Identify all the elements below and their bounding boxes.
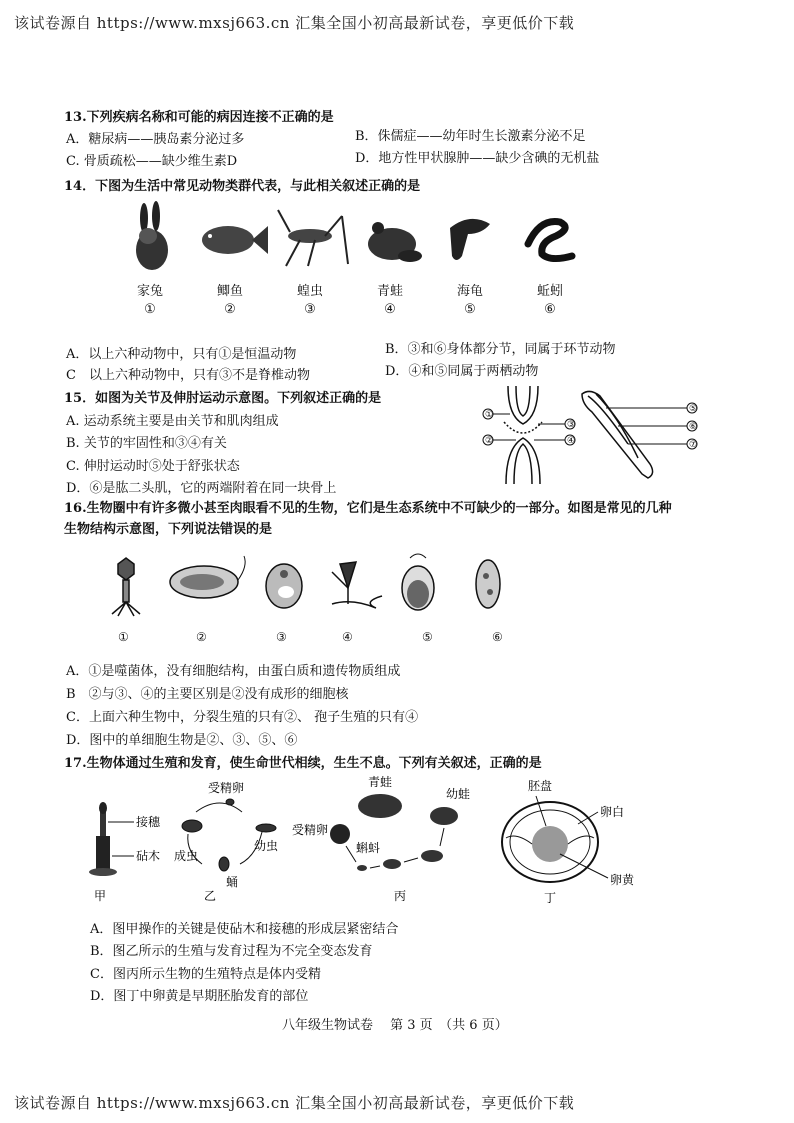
chlamydomonas-icon bbox=[402, 554, 434, 610]
grafting-stock-label: 砧木 bbox=[136, 849, 161, 863]
q15-option-b: B. 关节的牢固性和③④有关 bbox=[66, 436, 227, 451]
bird-egg-diagram bbox=[502, 796, 608, 882]
micro-num-6: ⑥ bbox=[492, 630, 503, 644]
micro-num-1: ① bbox=[118, 630, 129, 644]
froglet-label: 幼蛙 bbox=[446, 787, 471, 801]
joint-label-3: ③ bbox=[567, 420, 576, 430]
figure-yi-label: 乙 bbox=[204, 889, 217, 903]
q15-option-c: C. 伸肘运动时⑤处于舒张状态 bbox=[66, 459, 240, 474]
silkworm-adult-label: 成虫 bbox=[174, 849, 199, 863]
q15-option-a: A. 运动系统主要是由关节和肌肉组成 bbox=[66, 414, 279, 429]
q17-option-d: D．图丁中卵黄是早期胚胎发育的部位 bbox=[90, 989, 309, 1004]
yeast-icon bbox=[266, 564, 302, 608]
arm-label-7: ⑦ bbox=[689, 440, 698, 450]
q15-stem: 15．如图为关节及伸肘运动示意图。下列叙述正确的是 bbox=[64, 391, 382, 406]
silkworm-larva-label: 幼虫 bbox=[254, 839, 279, 853]
micro-num-4: ④ bbox=[342, 630, 353, 644]
rabbit-icon bbox=[136, 201, 168, 270]
joint-arm-figure bbox=[478, 386, 710, 486]
micro-num-3: ③ bbox=[276, 630, 287, 644]
arm-label-5: ⑤ bbox=[689, 404, 698, 414]
q16-stem-line2: 生物结构示意图，下列说法错误的是 bbox=[64, 522, 273, 537]
figure-ding-label: 丁 bbox=[544, 891, 557, 905]
locust-icon bbox=[278, 210, 348, 266]
animal-label-row bbox=[110, 280, 590, 317]
q17-stem: 17.生物体通过生殖和发育，使生命世代相续，生生不息。下列有关叙述，正确的是 bbox=[64, 756, 542, 771]
q16-option-b: B ②与③、④的主要区别是②没有成形的细胞核 bbox=[66, 687, 349, 702]
q17-option-b: B．图乙所示的生殖与发育过程为不完全变态发育 bbox=[90, 944, 373, 959]
frog-egg-label: 受精卵 bbox=[292, 823, 329, 837]
animal-label-2: 鲫鱼 ② bbox=[216, 284, 243, 317]
microorganism-figure bbox=[92, 552, 532, 624]
frog-adult-label: 青蛙 bbox=[368, 775, 393, 789]
arm-label-6: ⑥ bbox=[689, 422, 698, 432]
grafting-diagram bbox=[89, 802, 134, 876]
joint-label-1: ① bbox=[485, 410, 494, 420]
q14-option-a: A．以上六种动物中，只有①是恒温动物 bbox=[66, 347, 297, 362]
bacteriophage-icon bbox=[112, 558, 140, 616]
micro-num-5: ⑤ bbox=[422, 630, 433, 644]
animal-label-5: 海龟 ⑤ bbox=[456, 284, 483, 317]
tadpole-label: 蝌蚪 bbox=[356, 841, 381, 855]
q13-option-d: D．地方性甲状腺肿——缺少含碘的无机盐 bbox=[355, 151, 600, 166]
q15-option-d: D．⑥是肱二头肌，它的两端附着在同一块骨上 bbox=[66, 481, 337, 496]
animal-label-4: 青蛙 ④ bbox=[376, 284, 403, 317]
silkworm-pupa-label: 蛹 bbox=[226, 875, 239, 889]
animal-label-3: 蝗虫 ③ bbox=[296, 284, 323, 317]
q16-option-d: D．图中的单细胞生物是②、③、⑤、⑥ bbox=[66, 733, 298, 748]
q16-option-c: C．上面六种生物中，分裂生殖的只有②、 孢子生殖的只有④ bbox=[66, 710, 419, 725]
figure-bing-label: 丙 bbox=[394, 889, 407, 903]
silkworm-egg-label: 受精卵 bbox=[208, 781, 245, 795]
q17-option-c: C．图丙所示生物的生殖特点是体内受精 bbox=[90, 967, 321, 982]
arm-diagram bbox=[582, 391, 653, 478]
bacterium-icon bbox=[170, 556, 245, 598]
turtle-icon bbox=[450, 219, 490, 260]
q16-option-a: A．①是噬菌体，没有细胞结构，由蛋白质和遗传物质组成 bbox=[66, 664, 401, 679]
frog-icon bbox=[368, 222, 422, 262]
joint-label-4: ④ bbox=[567, 436, 576, 446]
earthworm-icon bbox=[528, 221, 572, 258]
joint-label-2: ② bbox=[485, 436, 494, 446]
paramecium-icon bbox=[476, 560, 500, 608]
egg-disc-label: 胚盘 bbox=[528, 779, 553, 793]
q13-option-c: C. 骨质疏松——缺少维生素D bbox=[66, 154, 238, 169]
egg-white-label: 卵白 bbox=[600, 805, 625, 819]
mold-icon bbox=[332, 562, 382, 608]
watermark-bottom: 该试卷源自 https://www.mxsj663.cn 汇集全国小初高最新试卷，享更低价下载 bbox=[14, 1094, 575, 1112]
q14-option-d: D．④和⑤同属于两栖动物 bbox=[385, 364, 539, 379]
q17-option-a: A．图甲操作的关键是使砧木和接穗的形成层紧密结合 bbox=[90, 922, 399, 937]
q16-stem-line1: 16.生物圈中有许多微小甚至肉眼看不见的生物，它们是生态系统中不可缺少的一部分。如图是常见的几种 bbox=[64, 501, 672, 516]
animal-label-1: 家兔 ① bbox=[136, 284, 163, 317]
joint-diagram bbox=[504, 386, 542, 484]
grafting-scion-label: 接穗 bbox=[136, 815, 161, 829]
figure-jia-label: 甲 bbox=[94, 889, 107, 903]
q13-stem: 13.下列疾病名称和可能的病因连接不正确的是 bbox=[64, 110, 334, 125]
q14-option-b: B．③和⑥身体都分节，同属于环节动物 bbox=[385, 342, 616, 357]
frog-cycle bbox=[330, 794, 458, 871]
animal-label-6: 蚯蚓 ⑥ bbox=[536, 284, 563, 317]
q14-option-c: C 以上六种动物中，只有③不是脊椎动物 bbox=[66, 368, 310, 383]
watermark-top: 该试卷源自 https://www.mxsj663.cn 汇集全国小初高最新试卷，享更低价下载 bbox=[14, 14, 575, 32]
q13-option-b: B．侏儒症——幼年时生长激素分泌不足 bbox=[355, 129, 586, 144]
reproduction-figure bbox=[80, 772, 720, 912]
fish-icon bbox=[202, 226, 268, 254]
q13-option-a: A．糖尿病——胰岛素分泌过多 bbox=[66, 132, 245, 147]
q14-stem: 14．下图为生活中常见动物类群代表，与此相关叙述正确的是 bbox=[64, 179, 421, 194]
egg-yolk-label: 卵黄 bbox=[610, 873, 635, 887]
page-footer: 八年级生物试卷 第 3 页 （共 6 页） bbox=[282, 1018, 508, 1033]
micro-num-2: ② bbox=[196, 630, 207, 644]
